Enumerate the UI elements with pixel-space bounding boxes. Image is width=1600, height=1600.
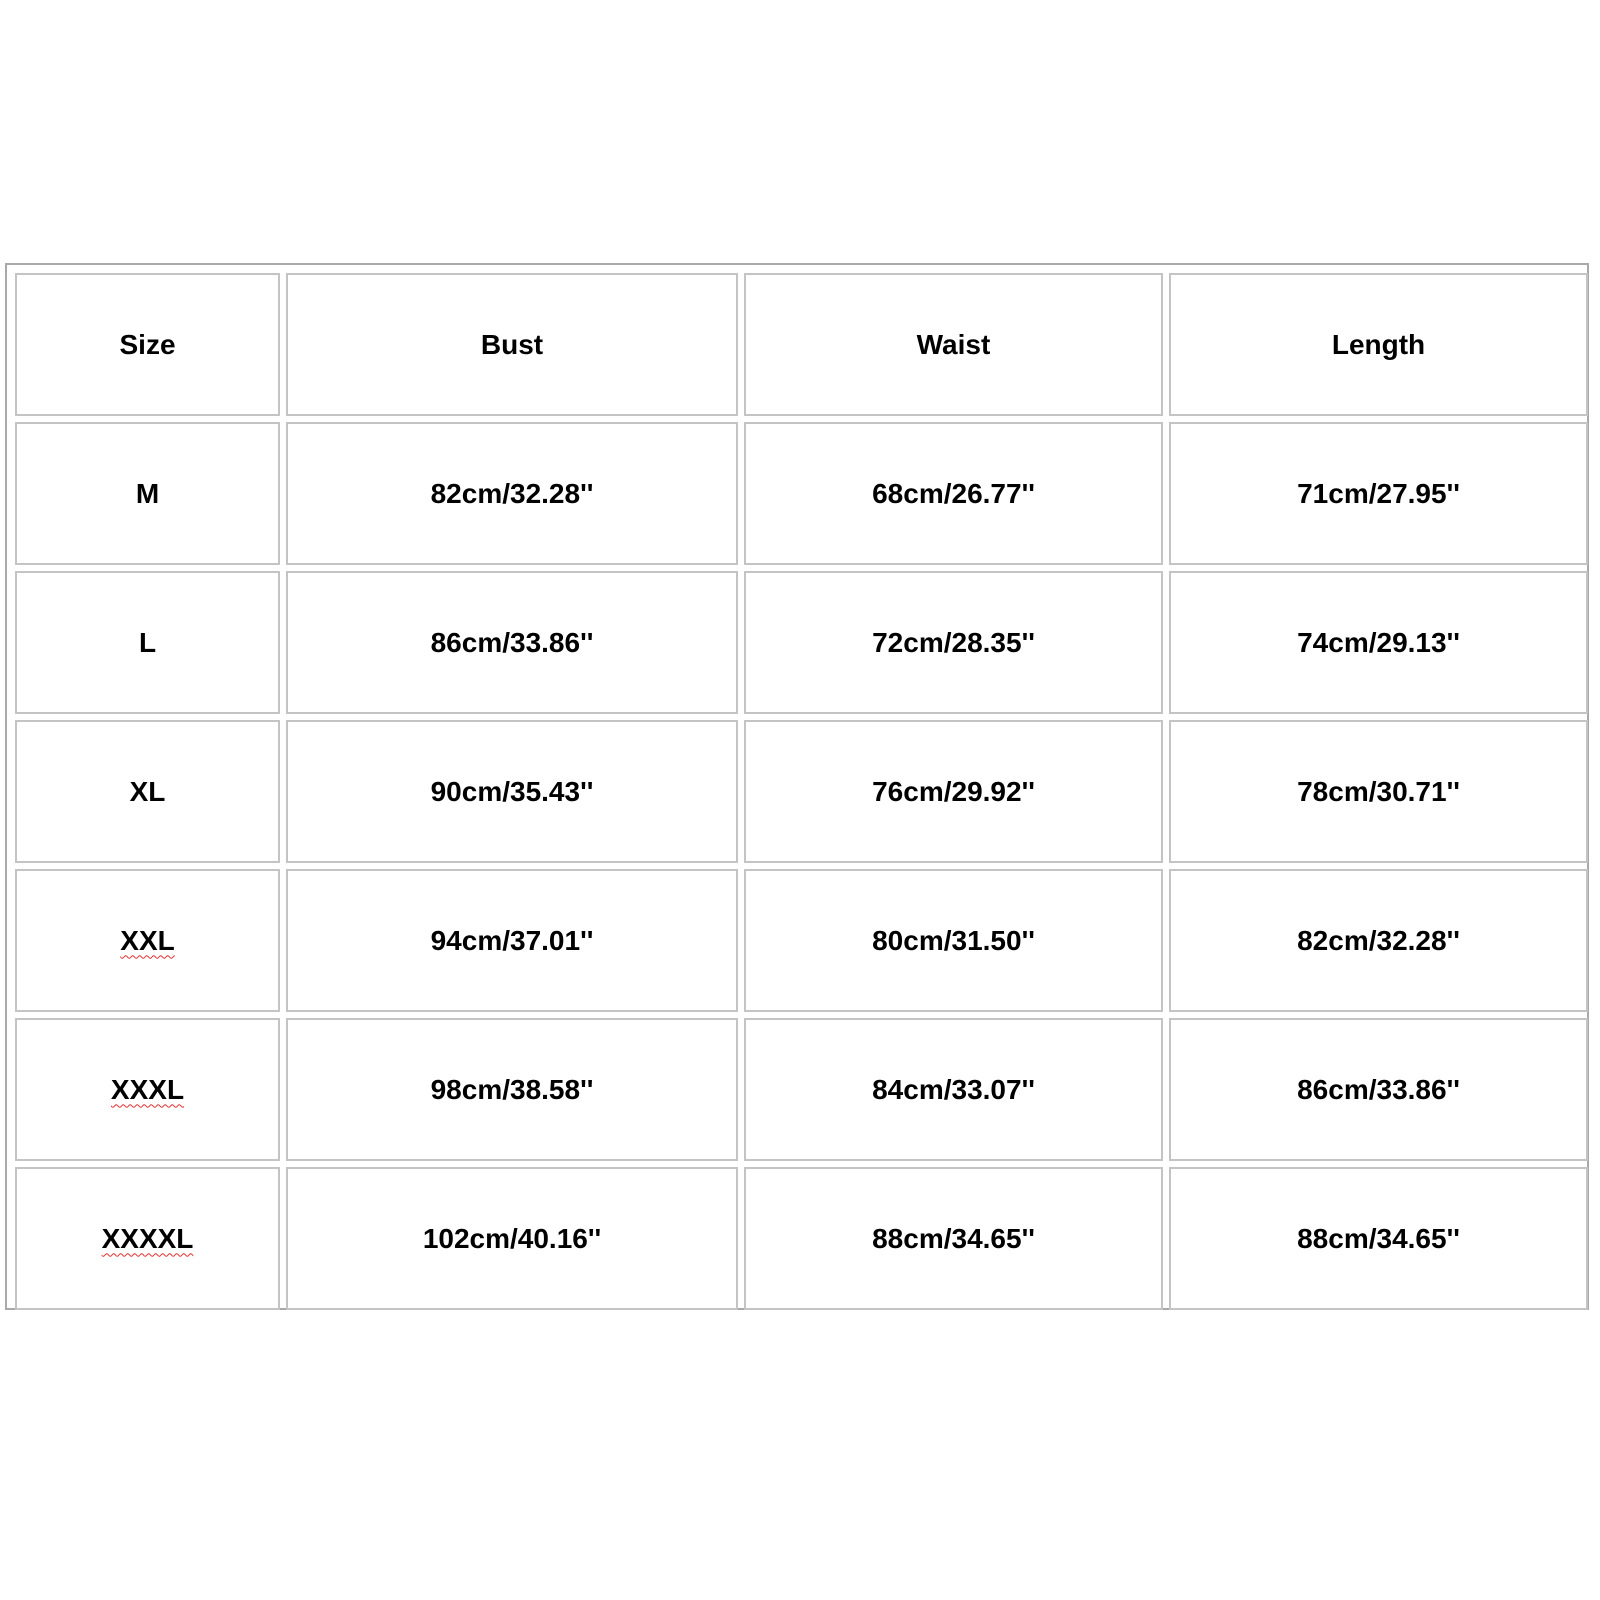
size-label: XXXXL <box>101 1222 194 1254</box>
waist-cell: 68cm/26.77'' <box>744 422 1163 565</box>
header-row <box>15 273 1588 416</box>
bust-cell: 86cm/33.86'' <box>286 571 738 714</box>
size-cell <box>15 1167 280 1310</box>
size-cell: XL <box>15 720 280 863</box>
bust-cell: 90cm/35.43'' <box>286 720 738 863</box>
table-row <box>15 720 1588 863</box>
length-cell: 82cm/32.28'' <box>1169 869 1588 1012</box>
size-chart-table <box>5 263 1589 1310</box>
waist-cell: 80cm/31.50'' <box>744 869 1163 1012</box>
length-cell: 88cm/34.65'' <box>1169 1167 1588 1310</box>
table-row <box>15 571 1588 714</box>
size-cell: M <box>15 422 280 565</box>
header-length: Length <box>1169 273 1588 416</box>
size-label: XXXL <box>110 1073 185 1105</box>
table-row <box>15 422 1588 565</box>
length-cell: 74cm/29.13'' <box>1169 571 1588 714</box>
size-cell <box>15 869 280 1012</box>
waist-cell: 76cm/29.92'' <box>744 720 1163 863</box>
table-row <box>15 1167 1588 1310</box>
size-label: XXL <box>120 924 175 956</box>
waist-cell: 84cm/33.07'' <box>744 1018 1163 1161</box>
length-cell: 86cm/33.86'' <box>1169 1018 1588 1161</box>
bust-cell: 102cm/40.16'' <box>286 1167 738 1310</box>
table-row <box>15 1018 1588 1161</box>
header-waist: Waist <box>744 273 1163 416</box>
waist-cell: 72cm/28.35'' <box>744 571 1163 714</box>
bust-cell: 94cm/37.01'' <box>286 869 738 1012</box>
size-table <box>9 267 1594 1316</box>
size-cell <box>15 1018 280 1161</box>
header-bust: Bust <box>286 273 738 416</box>
length-cell: 78cm/30.71'' <box>1169 720 1588 863</box>
length-cell: 71cm/27.95'' <box>1169 422 1588 565</box>
table-row <box>15 869 1588 1012</box>
bust-cell: 98cm/38.58'' <box>286 1018 738 1161</box>
bust-cell: 82cm/32.28'' <box>286 422 738 565</box>
waist-cell: 88cm/34.65'' <box>744 1167 1163 1310</box>
header-size: Size <box>15 273 280 416</box>
size-cell: L <box>15 571 280 714</box>
